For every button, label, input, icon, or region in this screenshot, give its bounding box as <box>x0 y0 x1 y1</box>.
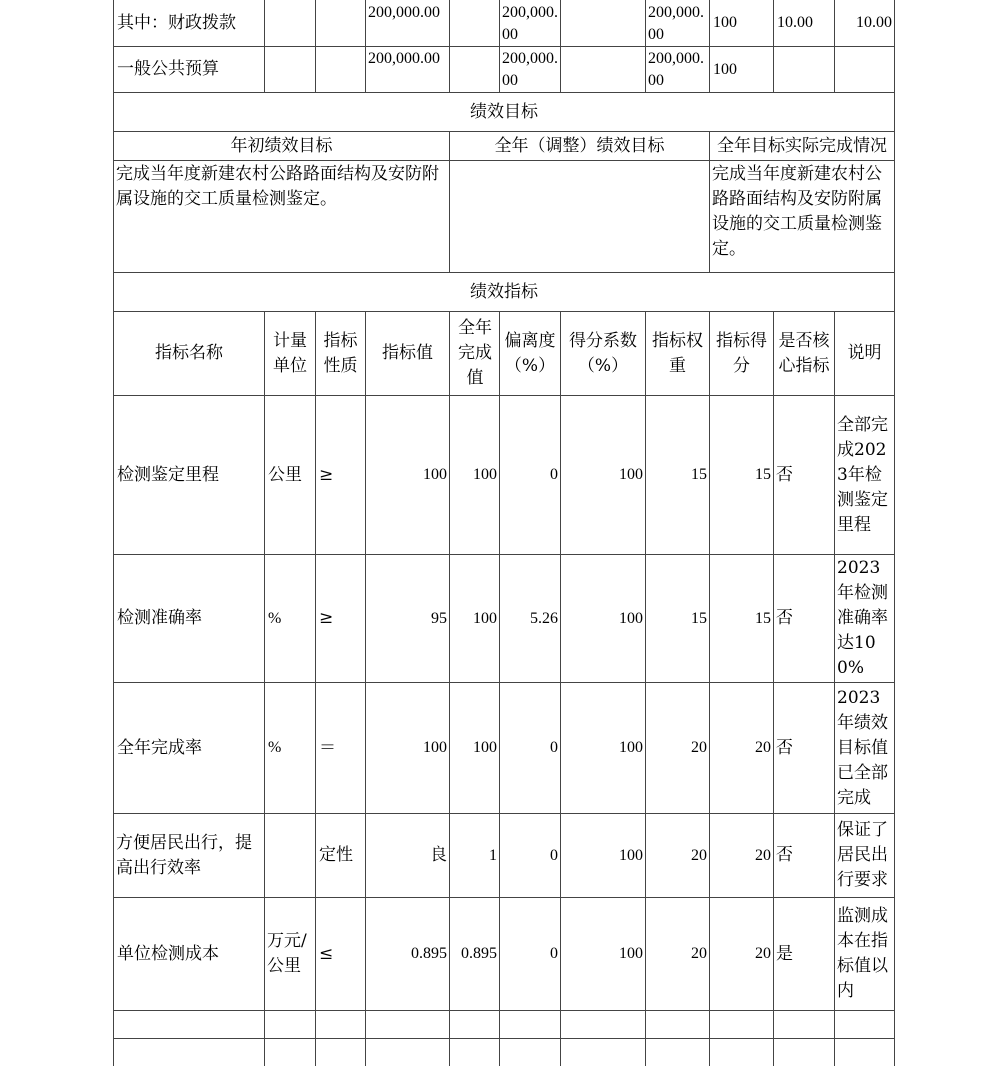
indicator-nature: ＝ <box>319 737 336 758</box>
finance-row-value: 10.00 <box>856 14 892 31</box>
indicator-score: 20 <box>755 846 771 864</box>
finance-row-amount: 200,000.00 <box>502 4 558 43</box>
indicator-name-text: 方便居民出行，提高出行效率 <box>116 832 252 878</box>
finance-row-value: 100 <box>713 60 737 78</box>
indicator-score: 15 <box>755 609 771 627</box>
indicator-target: 100 <box>423 466 447 483</box>
indicator-target: 95 <box>431 609 447 627</box>
header-indicator-name: 指标名称 <box>155 343 223 363</box>
indicator-core-flag: 否 <box>776 464 793 485</box>
indicators-section-title: 绩效指标 <box>470 281 538 302</box>
header-coefficient: 得分系数（%） <box>569 330 637 376</box>
finance-row-value <box>835 47 894 92</box>
indicator-unit: % <box>268 739 282 756</box>
indicator-name: 全年完成率 <box>117 737 202 758</box>
indicator-name <box>114 814 264 897</box>
indicator-actual: 100 <box>473 609 497 627</box>
indicator-deviation: 0 <box>550 739 558 756</box>
indicator-core-flag: 是 <box>776 943 793 964</box>
finance-row-amount: 200,000.00 <box>368 50 440 67</box>
indicator-note-text: 监测成本在指标值以内 <box>837 906 888 1001</box>
indicator-target: 100 <box>423 739 447 756</box>
indicator-deviation: 0 <box>550 846 558 864</box>
finance-row-amount: 200,000.00 <box>648 4 704 43</box>
indicator-actual: 0.895 <box>461 945 497 962</box>
indicator-core-flag: 否 <box>776 737 793 758</box>
indicator-coefficient: 100 <box>619 609 643 627</box>
indicator-note <box>835 396 894 554</box>
indicator-score: 20 <box>755 739 771 756</box>
header-score: 指标得分 <box>716 330 767 376</box>
indicator-weight: 20 <box>691 739 707 756</box>
indicator-score: 20 <box>755 945 771 962</box>
goals-header-initial: 年初绩效目标 <box>230 135 333 156</box>
indicator-deviation: 0 <box>550 466 558 483</box>
indicator-core-flag: 否 <box>776 608 793 628</box>
indicator-target: 良 <box>430 845 447 865</box>
indicator-coefficient: 100 <box>619 466 643 483</box>
indicator-name: 检测准确率 <box>117 608 202 628</box>
indicator-nature: 定性 <box>319 845 353 865</box>
header-core: 是否核心指标 <box>778 330 830 376</box>
indicator-name: 单位检测成本 <box>117 943 219 964</box>
header-deviation: 偏离度（%） <box>504 330 556 376</box>
finance-row-value <box>774 47 834 92</box>
indicator-nature: ≥ <box>319 608 334 628</box>
finance-row-value: 100 <box>713 14 737 31</box>
indicator-coefficient: 100 <box>619 739 643 756</box>
header-actual: 全年完成值 <box>458 318 492 388</box>
indicator-note-text: 2023年检测准确率达100% <box>837 558 888 678</box>
indicator-nature: ≥ <box>319 464 334 485</box>
indicator-actual: 100 <box>473 466 497 483</box>
finance-row-label: 其中：财政拨款 <box>117 12 236 33</box>
indicator-actual: 1 <box>489 846 497 864</box>
indicator-actual: 100 <box>473 739 497 756</box>
header-nature: 指标性质 <box>323 330 358 376</box>
indicator-unit <box>265 898 315 1010</box>
indicator-weight: 15 <box>691 609 707 627</box>
indicator-weight: 20 <box>691 945 707 962</box>
indicator-note-text: 保证了居民出行要求 <box>837 820 888 890</box>
indicator-weight: 15 <box>691 466 707 483</box>
indicator-unit-text: 万元/公里 <box>267 931 307 976</box>
goals-header-actual: 全年目标实际完成情况 <box>717 135 887 156</box>
indicator-deviation: 0 <box>550 945 558 962</box>
indicator-note <box>835 555 894 682</box>
header-unit: 计量单位 <box>273 330 307 376</box>
goals-header-adjusted: 全年（调整）绩效目标 <box>494 135 665 156</box>
indicator-coefficient: 100 <box>619 945 643 962</box>
goals-section-title: 绩效目标 <box>470 101 538 122</box>
indicator-name: 检测鉴定里程 <box>117 464 219 485</box>
indicator-core-flag: 否 <box>776 845 793 865</box>
finance-row-amount: 200,000.00 <box>502 50 558 89</box>
indicator-deviation: 5.26 <box>530 609 558 627</box>
goals-actual-text: 完成当年度新建农村公路路面结构及安防附属设施的交工质量检测鉴定。 <box>712 164 882 259</box>
indicator-note <box>835 898 894 1010</box>
indicator-weight: 20 <box>691 846 707 864</box>
header-weight: 指标权重 <box>652 330 703 376</box>
finance-row-value: 10.00 <box>777 14 813 31</box>
indicator-unit: 公里 <box>268 464 302 485</box>
indicator-nature: ≤ <box>319 943 334 964</box>
goals-adjusted-text <box>450 162 709 272</box>
header-target: 指标值 <box>382 343 433 363</box>
finance-row-amount: 200,000.00 <box>368 4 440 21</box>
indicator-note <box>835 683 894 813</box>
goals-initial-text: 完成当年度新建农村公路路面结构及安防附属设施的交工质量检测鉴定。 <box>116 164 439 209</box>
indicator-target: 0.895 <box>411 945 447 962</box>
indicator-score: 15 <box>755 466 771 483</box>
indicator-coefficient: 100 <box>619 846 643 864</box>
indicator-note-text: 2023年绩效目标值已全部完成 <box>837 687 888 808</box>
finance-row-amount: 200,000.00 <box>648 50 704 89</box>
indicator-note <box>835 814 894 897</box>
header-note: 说明 <box>847 343 882 363</box>
indicator-unit: % <box>268 609 282 627</box>
indicator-note-text: 全部完成2023年检测鉴定里程 <box>837 414 888 535</box>
finance-row-label: 一般公共预算 <box>117 59 219 79</box>
indicator-unit <box>265 814 315 897</box>
